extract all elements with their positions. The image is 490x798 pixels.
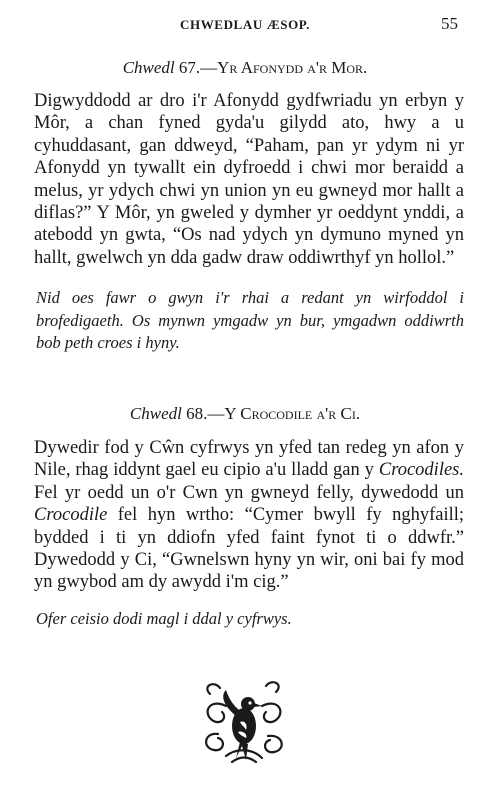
fable-68-body-part-3: fel hyn wrtho: “Cymer bwyll fy nghyfaill; bydded i ti yn ddiofn yfed faint fynot ti o ddwfr.” Dywedodd y Ci, “Gwnelswn hyny yn wir, oni bai fy mod yn gwybod am dy awydd i'm cig.” [34,505,464,593]
fable-67-moral-text: Nid oes fawr o gwyn i'r rhai a redant yn wirfoddol i brofedigaeth. Os mynwn ymgadw yn bur, ymgadwn oddiwrth bob peth croes i hyny. [36,288,464,353]
fable-68-moral [36,608,464,631]
fable-67-body-text: Digwyddodd ar dro i'r Afonydd gydfwriadu yn erbyn y Môr, a chan fyned gyda'u gilydd ato, hwy a u cyhuddasant, gan ddweyd, “Paham, pan yr ydym ni yr Afonydd yn tywallt ein dyfroedd i chwi mor beraidd a melus, yr ydych chwi yn union yn eu gwneyd mor hallt a diflas?” Y Môr, yn gweled y dymher yr oeddynt ynddi, a atebodd yn gwta, “Os nad ydych yn dymuno myned yn hallt, gwelwch yn dda gadw draw oddiwrthyf yn hollol.” [34,91,464,268]
fable-68-number: 68.— [186,404,225,423]
bird-vignette-icon [196,676,292,766]
fable-67-title [0,58,490,78]
fable-68-body-italic-2: Crocodile [34,505,108,526]
fable-67-moral [36,287,464,355]
fable-68-body-part-2: Fel yr oedd un o'r Cwn yn gwneyd felly, dywedodd un [34,482,464,503]
fable-68-label: Chwedl [129,404,182,423]
running-title: CHWEDLAU ÆSOP. [180,17,310,32]
fable-68-body [34,437,464,594]
fable-67-name: Yr Afonydd a'r Mor. [217,58,368,77]
running-head [0,14,490,36]
fable-67-label: Chwedl [122,58,175,77]
fable-68-body-part-1: Dywedir fod y Cŵn cyfrwys yn yfed tan redeg yn afon y Nile, rhag iddynt gael eu cipio a'u lladd gan y [34,438,464,481]
page-number: 55 [441,14,458,33]
fable-68-moral-text: Ofer ceisio dodi magl i ddal y cyfrwys. [36,609,292,628]
fable-67-number: 67.— [178,58,218,77]
fable-68-name: Y Crocodile a'r Ci. [224,404,361,423]
fable-68-title [0,404,490,424]
fable-67-body [34,90,464,269]
fable-68-body-italic-1: Crocodiles. [378,460,464,481]
